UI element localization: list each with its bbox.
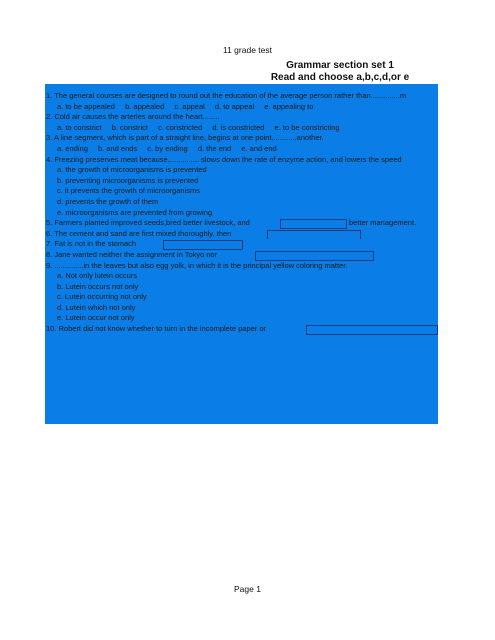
option: d. prevents the growth of them (57, 196, 159, 206)
option: c. by ending (147, 143, 188, 153)
option: c. Lutein occurring not only (57, 292, 147, 302)
option: a. Not only lutein occurs (57, 271, 138, 281)
option: c. constricted (158, 122, 203, 132)
option: b. appealed (125, 101, 165, 111)
question-9: 9. ..............in the leaves but also egg yolk, in which it is the principal yellow coloring matter. (46, 260, 348, 270)
option: d. is constricted (212, 122, 265, 132)
question-10 (46, 324, 441, 335)
option: e. Lutein occur not only (57, 313, 135, 323)
question-8 (46, 250, 441, 261)
question-5 (46, 218, 441, 229)
question-list (46, 91, 441, 335)
option: a. the growth of microorganisms is prevented (57, 165, 207, 175)
question-5-text: 5. Farmers planted improved seeds,bred better livestock, and (46, 218, 250, 228)
option: b. constrict (111, 122, 148, 132)
page-number: Page 1 (234, 584, 261, 594)
option: e. appealing to (264, 101, 314, 111)
option: b. Lutein occurs not only (57, 281, 139, 291)
question-3: 3. A line segment, which is part of a straight line, begins at one point............another. (46, 133, 324, 143)
answer-blank[interactable] (306, 325, 438, 335)
question-2-options (46, 123, 441, 134)
question-6-text: 6. The cement and sand are first mixed thoroughly, then (46, 228, 232, 238)
answer-blank[interactable] (255, 251, 374, 261)
option: a. to constrict (57, 122, 102, 132)
option: d. Lutein which not only (57, 302, 136, 312)
option: e. microorganisms are prevented from growing (57, 207, 213, 217)
option: a. to be appealed (57, 101, 115, 111)
question-6 (46, 229, 441, 240)
section-subtitle: Read and choose a,b,c,d,or e (270, 72, 410, 83)
question-8-text: 8. Jane wanted neither the assignment in Tokyo nor (46, 249, 218, 259)
option: d. to appeal (214, 101, 255, 111)
option: e. to be constricting (274, 122, 340, 132)
question-7-text: 7. Fat is not in the stomach (46, 239, 137, 249)
grade-label: 11 grade test (223, 45, 272, 55)
option: c. it prevents the growth of microorganisms (57, 186, 200, 196)
answer-blank[interactable] (163, 240, 243, 250)
option: e. and end (241, 143, 277, 153)
answer-blank[interactable] (267, 230, 361, 240)
question-1-options (46, 102, 441, 113)
option: d. the end (197, 143, 232, 153)
question-10-text: 10. Robert did not know whether to turn in the incomplete paper or (46, 324, 267, 334)
question-5-tail: better management. (349, 218, 417, 228)
question-7 (46, 239, 441, 250)
option: b. and ends (97, 143, 138, 153)
answer-blank[interactable] (280, 219, 347, 229)
question-3-options (46, 144, 441, 155)
option: b. preventing microorganisms is prevented (57, 175, 199, 185)
question-1: 1. The general courses are designed to round out the education of the average person rather than..............m (46, 91, 407, 100)
question-4: 4. Freezing preserves meat because............... slows down the rate of enzyme action, and lowers the speed (46, 154, 402, 164)
section-title: Grammar section set 1 (286, 60, 394, 71)
option: a. ending (57, 143, 88, 153)
question-2: 2. Cold air causes the arteries around the heart........ (46, 112, 220, 122)
option: c. appeal (174, 101, 205, 111)
